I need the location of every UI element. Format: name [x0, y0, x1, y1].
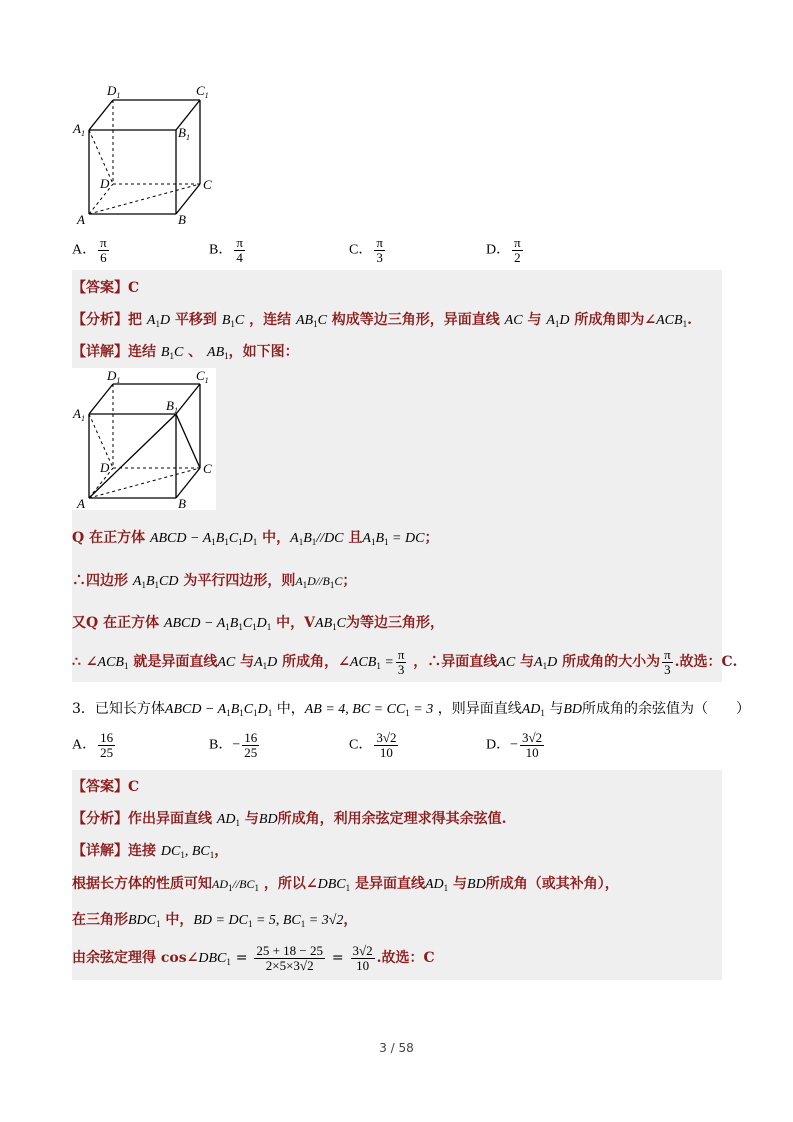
q2-analysis: 【分析】把 $A_1D$ 平移到 $B_1C$ ，连结 $AB_1C$ 构成等边三角形，异面直线 AC 与 $A_1D$ 所成角即为$\angle ACB_1$.	[72, 312, 692, 329]
label-A1: $A_1$	[73, 121, 85, 138]
q3-stem: 3．已知长方体ABCD − $A_1B_1C_1D_1$ 中，AB = 4, BC = $CC_1 = 3$ ，则异面直线$AD_1$ 与BD所成角的余弦值为（ ）	[72, 701, 750, 718]
q3-detail: 【详解】连接 $DC_1$, $BC_1$，	[72, 843, 229, 860]
q3-line-2: 在三角形$BDC_1$ 中，BD = $DC_1 = 5$, $BC_1 = 3√2$，	[72, 912, 358, 929]
q2-answer: 【答案】C	[72, 280, 140, 296]
q2-detail: 【详解】连结 $B_1C$ 、 $AB_1$，如下图：	[72, 344, 299, 361]
label-B1: $B_1$	[166, 398, 178, 415]
label-A: A	[77, 212, 85, 227]
q3-option-d[interactable]: D．− $\frac{3√2}{10}$	[486, 730, 543, 760]
label-D1: $D_1$	[107, 83, 121, 100]
q3-analysis: 【分析】作出异面直线 $AD_1$ 与BD所成角，利用余弦定理求得其余弦值.	[72, 811, 507, 828]
page-number: 3 / 58	[379, 1041, 414, 1055]
label-A1: $A_1$	[73, 406, 85, 423]
q3-line-3: 由余弦定理得 $\cos\angle DBC_1$ = $\frac{25 + 18 - 25}{2\times 5\times 3√2}$ = $\frac{3√2}{10}$ .故选：C	[72, 943, 435, 973]
label-C: C	[203, 177, 212, 192]
label-C1: $C_1$	[196, 83, 209, 100]
q3-option-c[interactable]: C． $\frac{3√2}{10}$	[349, 730, 397, 760]
q3-option-b[interactable]: B．− $\frac{16}{25}$	[209, 730, 258, 760]
label-D1: $D_1$	[107, 368, 121, 385]
q2-option-b[interactable]: B． $\frac{\pi}{4}$	[209, 235, 243, 265]
q2-proof-line-1: Q 在正方体 ABCD − $A_1B_1C_1D_1$ 中，$A_1B_1//DC$ 且$A_1B_1$ = DC；	[72, 530, 439, 547]
label-C1: $C_1$	[196, 368, 209, 385]
cube-figure-2	[72, 368, 216, 510]
q2-proof-line-3: 又Q 在正方体 ABCD − $A_1B_1C_1D_1$ 中，$VAB_1C$为等边三角形，	[72, 615, 444, 632]
label-B1: $B_1$	[178, 125, 190, 142]
q2-option-c[interactable]: C． $\frac{\pi}{3}$	[349, 235, 383, 265]
q3-line-1: 根据长方体的性质可知$AD_1//BC_1$ ，所以$\angle DBC_1$ 是异面直线$AD_1$ 与BD所成角（或其补角），	[72, 876, 619, 893]
label-B: B	[178, 212, 186, 227]
q3-option-a[interactable]: A． $\frac{16}{25}$	[72, 730, 114, 760]
label-B: B	[178, 496, 186, 510]
label-A: A	[77, 496, 85, 510]
q2-option-a[interactable]: A． $\frac{\pi}{6}$	[72, 235, 107, 265]
cube-figure-1	[72, 82, 232, 232]
label-C: C	[203, 461, 212, 476]
q2-option-d[interactable]: D． $\frac{\pi}{2}$	[486, 235, 521, 265]
label-D: D	[100, 460, 110, 475]
q2-proof-line-2: ∴四边形 $A_1B_1CD$ 为平行四边形，则$A_1D//B_1C$；	[72, 573, 357, 590]
q2-proof-line-4: ∴ $\angle ACB_1$ 就是异面直线AC 与$A_1D$ 所成角，$\angle ACB_1$ = $\frac{\pi}{3}$ ，∴异面直线AC 与$A_1D$ 所成角的大小为 $\frac{\pi}{3}$ .故选：C.	[72, 647, 738, 677]
label-D: D	[100, 176, 110, 191]
q3-answer: 【答案】C	[72, 779, 140, 795]
